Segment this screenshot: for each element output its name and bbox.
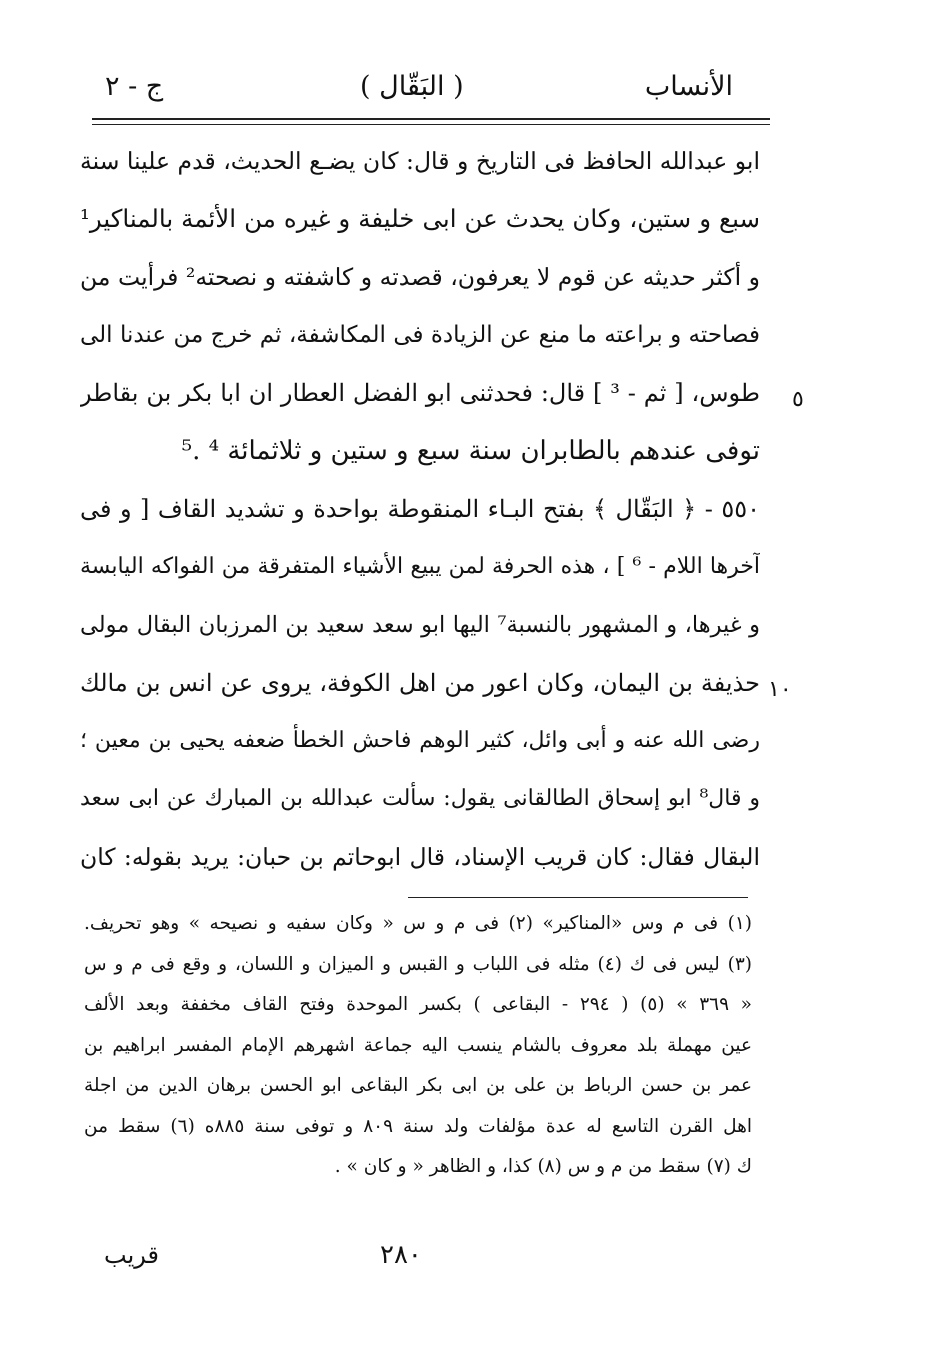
text-line: فصاحته و براعته ما منع عن الزيادة فى المكاشفة، ثم خرج من عندنا الى: [80, 322, 760, 348]
text-line: و قال⁸ ابو إسحاق الطالقانى يقول: سألت عبدالله بن المبارك عن ابى سعد: [80, 786, 760, 811]
header-rule-thin: [92, 124, 770, 125]
footnote-line: (٣) ليس فى ك (٤) مثله فى اللباب و القبس و الميزان و اللسان، و وقع فى م و س: [84, 953, 752, 975]
entry-title: ( البَقّال ): [360, 71, 464, 102]
footnote-line: عين مهملة بلد معروف بالشام ينسب اليه جماعة اشهرهم الإمام المفسر ابراهيم بن: [84, 1034, 752, 1056]
footnotes: [84, 904, 752, 1188]
running-title: الأنساب: [644, 71, 733, 102]
text-line: سبع و ستين، وكان يحدث عن ابى خليفة و غيره من الأئمة بالمناكير¹: [80, 204, 760, 233]
text-line: و أكثر حديثه عن قوم لا يعرفون، قصدته و كاشفته و نصحته² فرأيت من: [80, 263, 760, 291]
text-line: رضى الله عنه و أبى وائل، كثير الوهم فاحش الخطأ ضعفه يحيى بن معين ؛: [80, 728, 760, 753]
page-number: ٢٨٠: [380, 1240, 422, 1270]
text-line: ابو عبدالله الحافظ فى التاريخ و قال: كان يضـع الحديث، قدم علينا سنة: [80, 147, 760, 175]
text-line: توفى عندهم بالطابران سنة سبع و ستين و ثلاثمائة ⁴ .⁵: [181, 436, 760, 466]
footnote-rule: [408, 897, 748, 898]
entry-heading-line: ٥٥٠ - ﴿ البَقّال ﴾ بفتح البـاء المنقوطة بواحدة و تشديد القاف [ و فى: [80, 495, 760, 523]
footnote-line: ك (٧) سقط من م و س (٨) كذا، و الظاهر « و كان » .: [334, 1156, 752, 1177]
line-marker-5: ٥: [792, 387, 804, 412]
header-rule-thick: [92, 118, 770, 120]
text-line: آخرها اللام - ⁶ ] ، هذه الحرفة لمن يبيع الأشياء المتفرقة من الفواكه اليابسة: [80, 554, 760, 579]
footnote-line: « ٣٦٩ » (٥) ( ٢٩٤ - البقاعى ) بكسر الموحدة وفتح القاف مخففة وبعد الألف: [84, 994, 752, 1015]
text-line: و غيرها، و المشهور بالنسبة⁷ اليها ابو سعد سعيد بن المرزبان البقال مولى: [80, 612, 760, 638]
volume-label: ج - ۲: [105, 71, 164, 102]
main-text: [80, 132, 760, 886]
catchword: قريب: [104, 1241, 159, 1269]
text-line: البقال فقال: كان قريب الإسناد، قال ابوحاتم بن حبان: يريد بقوله: كان: [80, 843, 760, 871]
footnote-line: (١) فى م وس «المناكير» (٢) فى م و س « وكان سفيه و نصيحه » وهو تحريف.: [84, 913, 752, 934]
footnote-line: اهل القرن التاسع له عدة مؤلفات ولد سنة ٨٠٩ و توفى سنة ٨٨٥ه (٦) سقط من: [84, 1115, 752, 1137]
text-line: طوس، [ ثم - ³ ] قال: فحدثنى ابو الفضل العطار ان ابا بكر بن بقاطر: [80, 379, 760, 407]
line-marker-10: ١٠: [768, 677, 792, 702]
footnote-line: عمر بن حسن الرباط بن على بن ابى بكر البقاعى ابو الحسن برهان الدين من اجلة: [84, 1075, 752, 1096]
text-line: حذيفة بن اليمان، وكان اعور من اهل الكوفة، يروى عن انس بن مالك: [80, 669, 760, 697]
